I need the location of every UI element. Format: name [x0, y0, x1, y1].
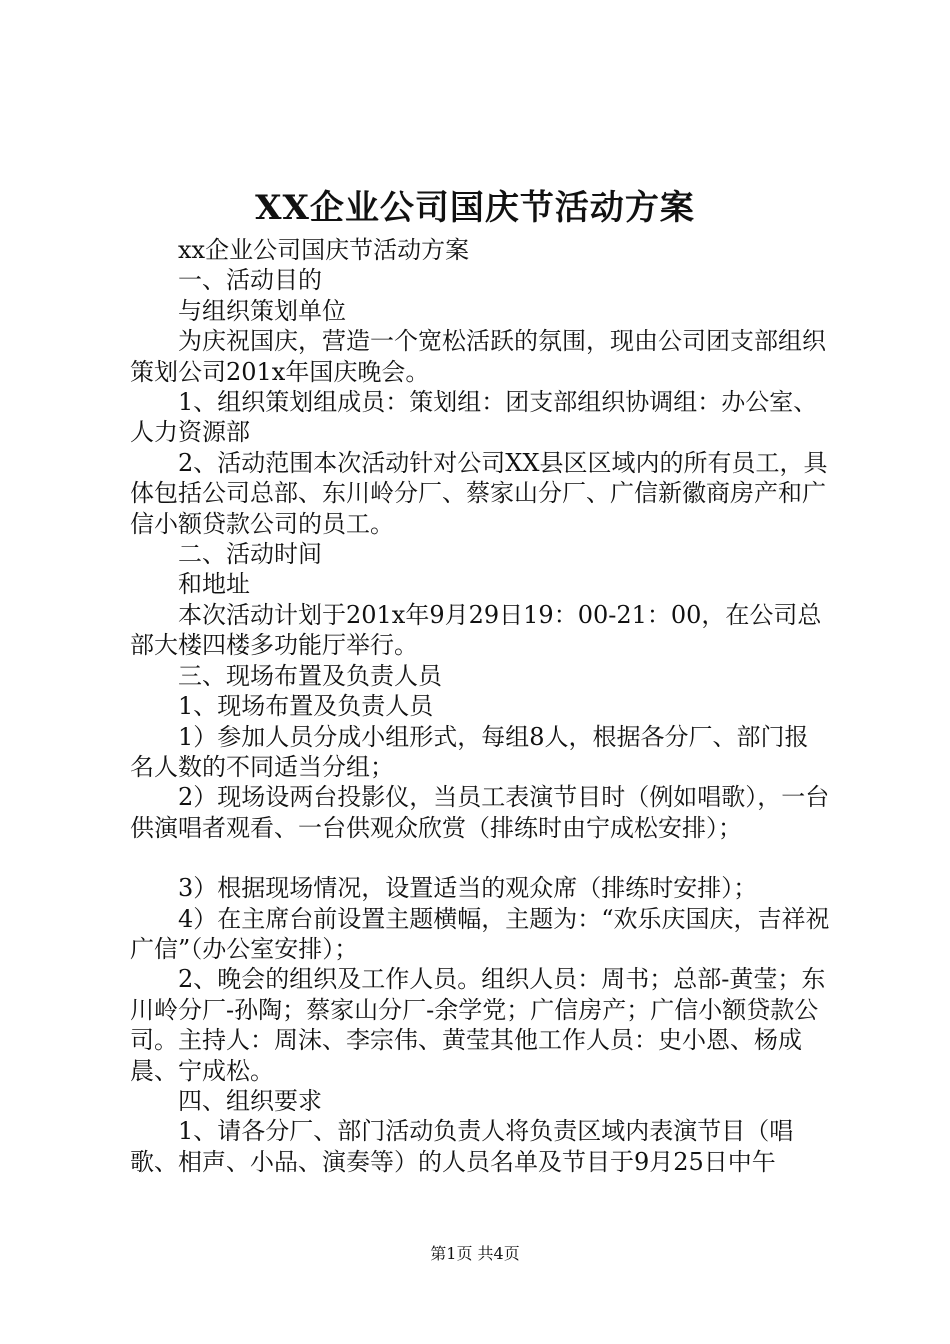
section-heading: 二、活动时间 [178, 540, 322, 569]
paragraph: xx企业公司国庆节活动方案 [178, 236, 470, 264]
paragraph: 1）参加人员分成小组形式，每组8人，根据各分厂、部门报名人数的不同适当分组； [130, 722, 809, 781]
paragraph: 和地址 [178, 570, 250, 599]
paragraph: 本次活动计划于201x年9月29日19：00-21：00，在公司总部大楼四楼多功能厅举行。 [130, 600, 822, 660]
section-heading: 四、组织要求 [178, 1086, 322, 1115]
paragraph: 4）在主席台前设置主题横幅，主题为：“欢乐庆国庆，吉祥祝广信”（办公室安排）； [130, 904, 830, 963]
paragraph: 2、活动范围本次活动针对公司XX县区区域内的所有员工，具体包括公司总部、东川岭分厂、蔡家山分厂、广信新徽商房产和广信小额贷款公司的员工。 [130, 448, 828, 538]
paragraph: 2、晚会的组织及工作人员。组织人员：周书；总部-黄莹；东川岭分厂-孙陶；蔡家山分厂-余学党；广信房产；广信小额贷款公司。主持人：周沫、李宗伟、黄莹其他工作人员：史小恩、杨成晨、宁成松。 [130, 965, 826, 1085]
document-title: XX企业公司国庆节活动方案 [255, 188, 695, 228]
paragraph: 1、现场布置及负责人员 [178, 692, 434, 721]
paragraph: 为庆祝国庆，营造一个宽松活跃的氛围，现由公司团支部组织策划公司201x年国庆晚会。 [130, 327, 826, 386]
paragraph: 3）根据现场情况，设置适当的观众席（排练时安排）； [178, 874, 758, 903]
paragraph: 与组织策划单位 [178, 296, 346, 325]
page-footer: 第1页 共4页 [430, 1244, 520, 1263]
document-body [130, 235, 830, 1177]
blank-line [130, 843, 830, 873]
paragraph: 2）现场设两台投影仪，当员工表演节目时（例如唱歌），一台供演唱者观看、一台供观众欣赏（排练时由宁成松安排）； [130, 783, 830, 842]
section-heading: 三、现场布置及负责人员 [178, 661, 442, 690]
paragraph: 1、请各分厂、部门活动负责人将负责区域内表演节目（唱歌、相声、小品、演奏等）的人员名单及节目于9月25日中午 [130, 1117, 794, 1176]
paragraph: 1、组织策划组成员：策划组：团支部组织协调组：办公室、人力资源部 [130, 388, 818, 447]
section-heading: 一、活动目的 [178, 266, 322, 295]
